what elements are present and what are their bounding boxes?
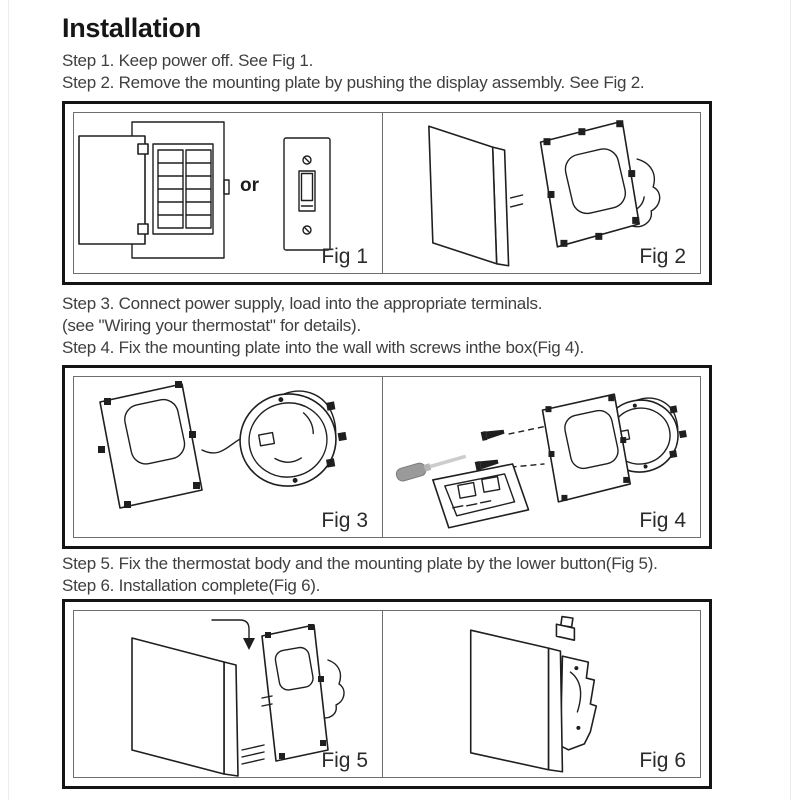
content-column bbox=[62, 8, 714, 789]
figure-row-3-inner bbox=[73, 610, 701, 778]
step-4-text: Step 4. Fix the mounting plate into the wall with screws inthe box(Fig 4). bbox=[62, 338, 584, 357]
fig4-panel bbox=[382, 377, 700, 537]
fig3-panel bbox=[74, 377, 382, 537]
fig6-panel bbox=[382, 611, 700, 777]
fig2-panel bbox=[382, 113, 700, 273]
fig3-label: Fig 3 bbox=[321, 509, 368, 532]
steps-block-3 bbox=[62, 553, 714, 597]
or-label: or bbox=[240, 175, 259, 196]
fig5-label: Fig 5 bbox=[321, 749, 368, 772]
step-6-text: Step 6. Installation complete(Fig 6). bbox=[62, 576, 321, 595]
steps-block-1 bbox=[62, 50, 714, 94]
fig2-label: Fig 2 bbox=[639, 245, 686, 268]
figure-row-2 bbox=[62, 365, 712, 549]
page-title: Installation bbox=[62, 13, 201, 43]
fig1-label: Fig 1 bbox=[321, 245, 368, 268]
fig4-label: Fig 4 bbox=[639, 509, 686, 532]
step-3-note-text: (see "Wiring your thermostat" for details). bbox=[62, 316, 361, 335]
steps-block-2 bbox=[62, 293, 714, 359]
figure-row-1-inner bbox=[73, 112, 701, 274]
step-1-text: Step 1. Keep power off. See Fig 1. bbox=[62, 51, 314, 70]
figure-row-3 bbox=[62, 599, 712, 789]
step-2-text: Step 2. Remove the mounting plate by pushing the display assembly. See Fig 2. bbox=[62, 73, 645, 92]
fig5-panel bbox=[74, 611, 382, 777]
fig6-label: Fig 6 bbox=[639, 749, 686, 772]
step-3-text: Step 3. Connect power supply, load into the appropriate terminals. bbox=[62, 294, 543, 313]
figure-row-2-inner bbox=[73, 376, 701, 538]
step-5-text: Step 5. Fix the thermostat body and the mounting plate by the lower button(Fig 5). bbox=[62, 554, 658, 573]
page-edge-line-right bbox=[790, 0, 791, 800]
figure-row-1 bbox=[62, 101, 712, 285]
page-edge-line-left bbox=[8, 0, 9, 800]
fig1-panel bbox=[74, 113, 382, 273]
